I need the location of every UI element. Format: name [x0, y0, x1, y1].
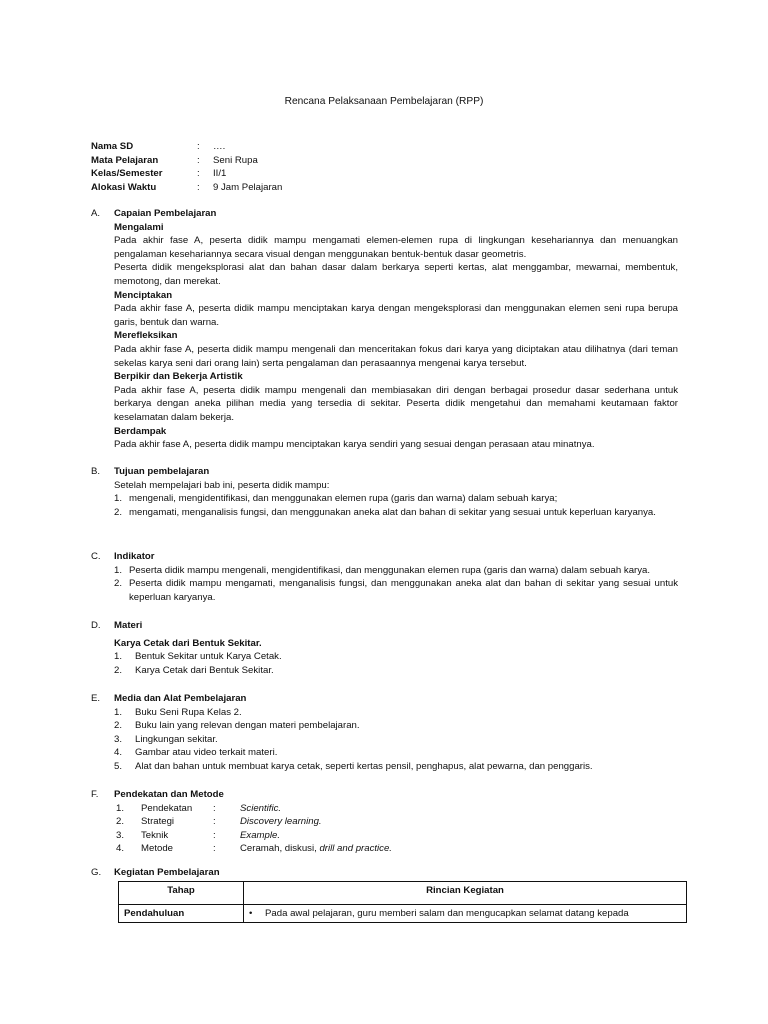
sub-heading: Menciptakan: [114, 289, 173, 301]
method-item: [114, 815, 678, 829]
method-value: [240, 842, 678, 856]
paragraph: Peserta didik mengeksplorasi alat dan bahan dasar dalam berkarya seperti kertas, alat menggambar, mewarnai, membentuk, memotong, dan merekat.: [114, 262, 678, 287]
section-title: Media dan Alat Pembelajaran: [114, 693, 247, 704]
method-colon: :: [213, 829, 216, 841]
list-text: Peserta didik mampu mengenali, mengidentifikasi, dan menggunakan elemen rupa (garis dan warna) dalam sebuah karya.: [129, 564, 651, 576]
activities-table: [118, 881, 687, 923]
method-key: Teknik: [141, 829, 169, 841]
list: [114, 492, 678, 519]
section-letter: F.: [91, 789, 99, 800]
method-value-italic: drill and practice.: [319, 843, 392, 855]
identity-key: Mata Pelajaran: [91, 154, 159, 166]
table-header-cell: Rincian Kegiatan: [244, 882, 687, 905]
table-cell-detail: [244, 905, 687, 923]
list-number: 1.: [114, 706, 123, 718]
identity-colon: :: [197, 141, 200, 152]
identity-value: ….: [213, 141, 226, 152]
list-text: mengamati, menganalisis fungsi, dan menggunakan aneka alat dan bahan di sekitar yang sesuai untuk keperluan karyanya.: [129, 506, 656, 518]
identity-key: Nama SD: [91, 141, 134, 152]
method-key: Metode: [141, 843, 173, 855]
section-heading: [91, 465, 678, 479]
list-text: Gambar atau video terkait materi.: [135, 747, 278, 759]
method-item: [114, 802, 678, 816]
list-number: 3.: [116, 829, 125, 841]
bullet-mark: •: [249, 908, 253, 919]
section-letter: E.: [91, 693, 101, 704]
identity-colon: :: [197, 181, 200, 193]
method-value: Scientific.: [240, 802, 282, 814]
identity-value: II/1: [213, 168, 227, 180]
list-number: 1.: [114, 651, 123, 663]
section-body: [114, 637, 678, 678]
list-text: Peserta didik mampu mengamati, menganalisis fungsi, dan menggunakan aneka alat dan bahan di sekitar yang sesuai untuk keperluan karyanya.: [129, 578, 678, 603]
list-text: Karya Cetak dari Bentuk Sekitar.: [135, 664, 274, 676]
list-number: 1.: [116, 802, 125, 814]
list-number: 4.: [116, 843, 125, 855]
method-colon: :: [213, 843, 216, 855]
identity-block: [91, 140, 282, 194]
identity-row: [91, 154, 282, 168]
paragraph: Pada akhir fase A, peserta didik mampu mengenali dan membiasakan diri dengan berbagai prosedur dasar sederhana untuk berkarya dengan aneka pilihan media yang tersedia di sekitar. Peserta didik mengetahui dan memahami keutamaan faktor keselamatan dalam bekerja.: [114, 384, 678, 423]
section-letter: G.: [91, 867, 102, 878]
identity-key: Alokasi Waktu: [91, 181, 157, 193]
section-heading: [91, 207, 678, 221]
section-title: Pendekatan dan Metode: [114, 789, 224, 800]
list-item: [114, 577, 678, 604]
section-heading: [91, 788, 678, 802]
sub-heading: Mengalami: [114, 221, 164, 233]
section-letter: B.: [91, 466, 101, 477]
method-item: [114, 829, 678, 843]
paragraph: Pada akhir fase A, peserta didik mampu mengamati elemen-elemen rupa di lingkungan kesehariannya dan menuangkan pengalaman kesehariannya secara visual dengan menggunakan bentuk-bentuk dasar geometris.: [114, 235, 678, 260]
section-letter: C.: [91, 551, 101, 562]
method-item: [114, 842, 678, 856]
section-body: [114, 706, 678, 774]
list-item: [114, 664, 678, 678]
identity-row: [91, 181, 282, 195]
table-header-cell: Tahap: [119, 882, 244, 905]
sub-heading: Karya Cetak dari Bentuk Sekitar.: [114, 637, 262, 649]
list-item: [114, 746, 678, 760]
list-item: [114, 719, 678, 733]
identity-value: Seni Rupa: [213, 154, 258, 166]
method-colon: :: [213, 816, 216, 828]
section-title: Capaian Pembelajaran: [114, 208, 217, 219]
list-text: mengenali, mengidentifikasi, dan menggunakan elemen rupa (garis dan warna) dalam sebuah karya;: [129, 493, 558, 505]
list-number: 3.: [114, 733, 123, 745]
list-number: 2.: [116, 816, 125, 828]
list-number: 1.: [114, 564, 123, 576]
list-text: Bentuk Sekitar untuk Karya Cetak.: [135, 651, 282, 663]
list-number: 4.: [114, 747, 123, 759]
table-cell-stage: Pendahuluan: [119, 905, 244, 923]
method-value-plain: Ceramah, diskusi,: [240, 843, 320, 855]
section-title: Materi: [114, 620, 143, 631]
list-item: [114, 733, 678, 747]
method-value: Discovery learning.: [240, 816, 322, 828]
method-key: Strategi: [141, 816, 175, 828]
section-a: [91, 207, 678, 452]
list-number: 2.: [114, 720, 123, 732]
method-list: [114, 802, 678, 856]
sub-heading: Merefleksikan: [114, 330, 178, 342]
section-letter: A.: [91, 208, 101, 219]
list-text: Buku lain yang relevan dengan materi pembelajaran.: [135, 720, 360, 732]
list-item: [114, 564, 678, 578]
sub-heading: Berdampak: [114, 425, 167, 437]
identity-key: Kelas/Semester: [91, 168, 163, 180]
list-number: 2.: [114, 506, 123, 518]
table-header-row: [119, 882, 687, 905]
section-title: Tujuan pembelajaran: [114, 466, 210, 477]
method-value: Example.: [240, 829, 280, 841]
section-title: Kegiatan Pembelajaran: [114, 867, 220, 878]
list-item: [114, 706, 678, 720]
section-f: [91, 788, 678, 856]
paragraph: Pada akhir fase A, peserta didik mampu menciptakan karya dengan mengeksplorasi dan menggunakan elemen seni rupa berupa garis, bentuk dan warna.: [114, 303, 678, 328]
section-heading: [91, 866, 678, 880]
method-key: Pendekatan: [141, 802, 193, 814]
list: [114, 650, 678, 677]
list: [114, 706, 678, 774]
section-c: [91, 550, 678, 604]
section-heading: [91, 692, 678, 706]
list-item: [114, 506, 678, 520]
section-heading: [91, 550, 678, 564]
section-body: [114, 221, 678, 452]
section-letter: D.: [91, 620, 101, 631]
paragraph: Pada akhir fase A, peserta didik mampu menciptakan karya sendiri yang sesuai dengan perasaan atau minatnya.: [114, 439, 595, 451]
section-heading: [91, 619, 678, 633]
list: [114, 564, 678, 605]
paragraph: Pada akhir fase A, peserta didik mampu mengenali dan menceritakan fokus dari karya yang diciptakan atau dilihatnya (dari teman sekelas karya seni dari orang lain) serta pengalaman dan perasaannya mengenai karya tersebut.: [114, 343, 678, 369]
sub-heading: Berpikir dan Bekerja Artistik: [114, 371, 243, 383]
section-b: [91, 465, 678, 519]
list-text: Buku Seni Rupa Kelas 2.: [135, 706, 242, 718]
list-number: 2.: [114, 664, 123, 676]
section-body: [114, 802, 678, 856]
identity-colon: :: [197, 154, 200, 166]
list-number: 2.: [114, 578, 123, 590]
identity-row: [91, 140, 282, 154]
identity-row: [91, 167, 282, 181]
list-text: Alat dan bahan untuk membuat karya cetak, seperti kertas pensil, penghapus, alat pewarna, dan penggaris.: [135, 760, 593, 772]
document-title: Rencana Pelaksanaan Pembelajaran (RPP): [284, 96, 484, 107]
bullet-item: [249, 907, 681, 920]
section-title: Indikator: [114, 551, 155, 562]
section-d: [91, 619, 678, 677]
table-row: [119, 905, 687, 923]
list-item: [114, 492, 678, 506]
intro-text: Setelah mempelajari bab ini, peserta didik mampu:: [114, 479, 330, 491]
list-number: 1.: [114, 493, 123, 505]
identity-value: 9 Jam Pelajaran: [213, 181, 283, 193]
section-body: [114, 479, 678, 520]
list-text: Lingkungan sekitar.: [135, 733, 218, 745]
list-number: 5.: [114, 760, 123, 772]
list-item: [114, 650, 678, 664]
section-g: [91, 866, 678, 880]
bullet-text: Pada awal pelajaran, guru memberi salam dan mengucapkan selamat datang kepada: [265, 908, 629, 919]
section-body: [114, 564, 678, 605]
section-e: [91, 692, 678, 774]
identity-colon: :: [197, 168, 200, 180]
method-colon: :: [213, 802, 216, 814]
list-item: [114, 760, 678, 774]
